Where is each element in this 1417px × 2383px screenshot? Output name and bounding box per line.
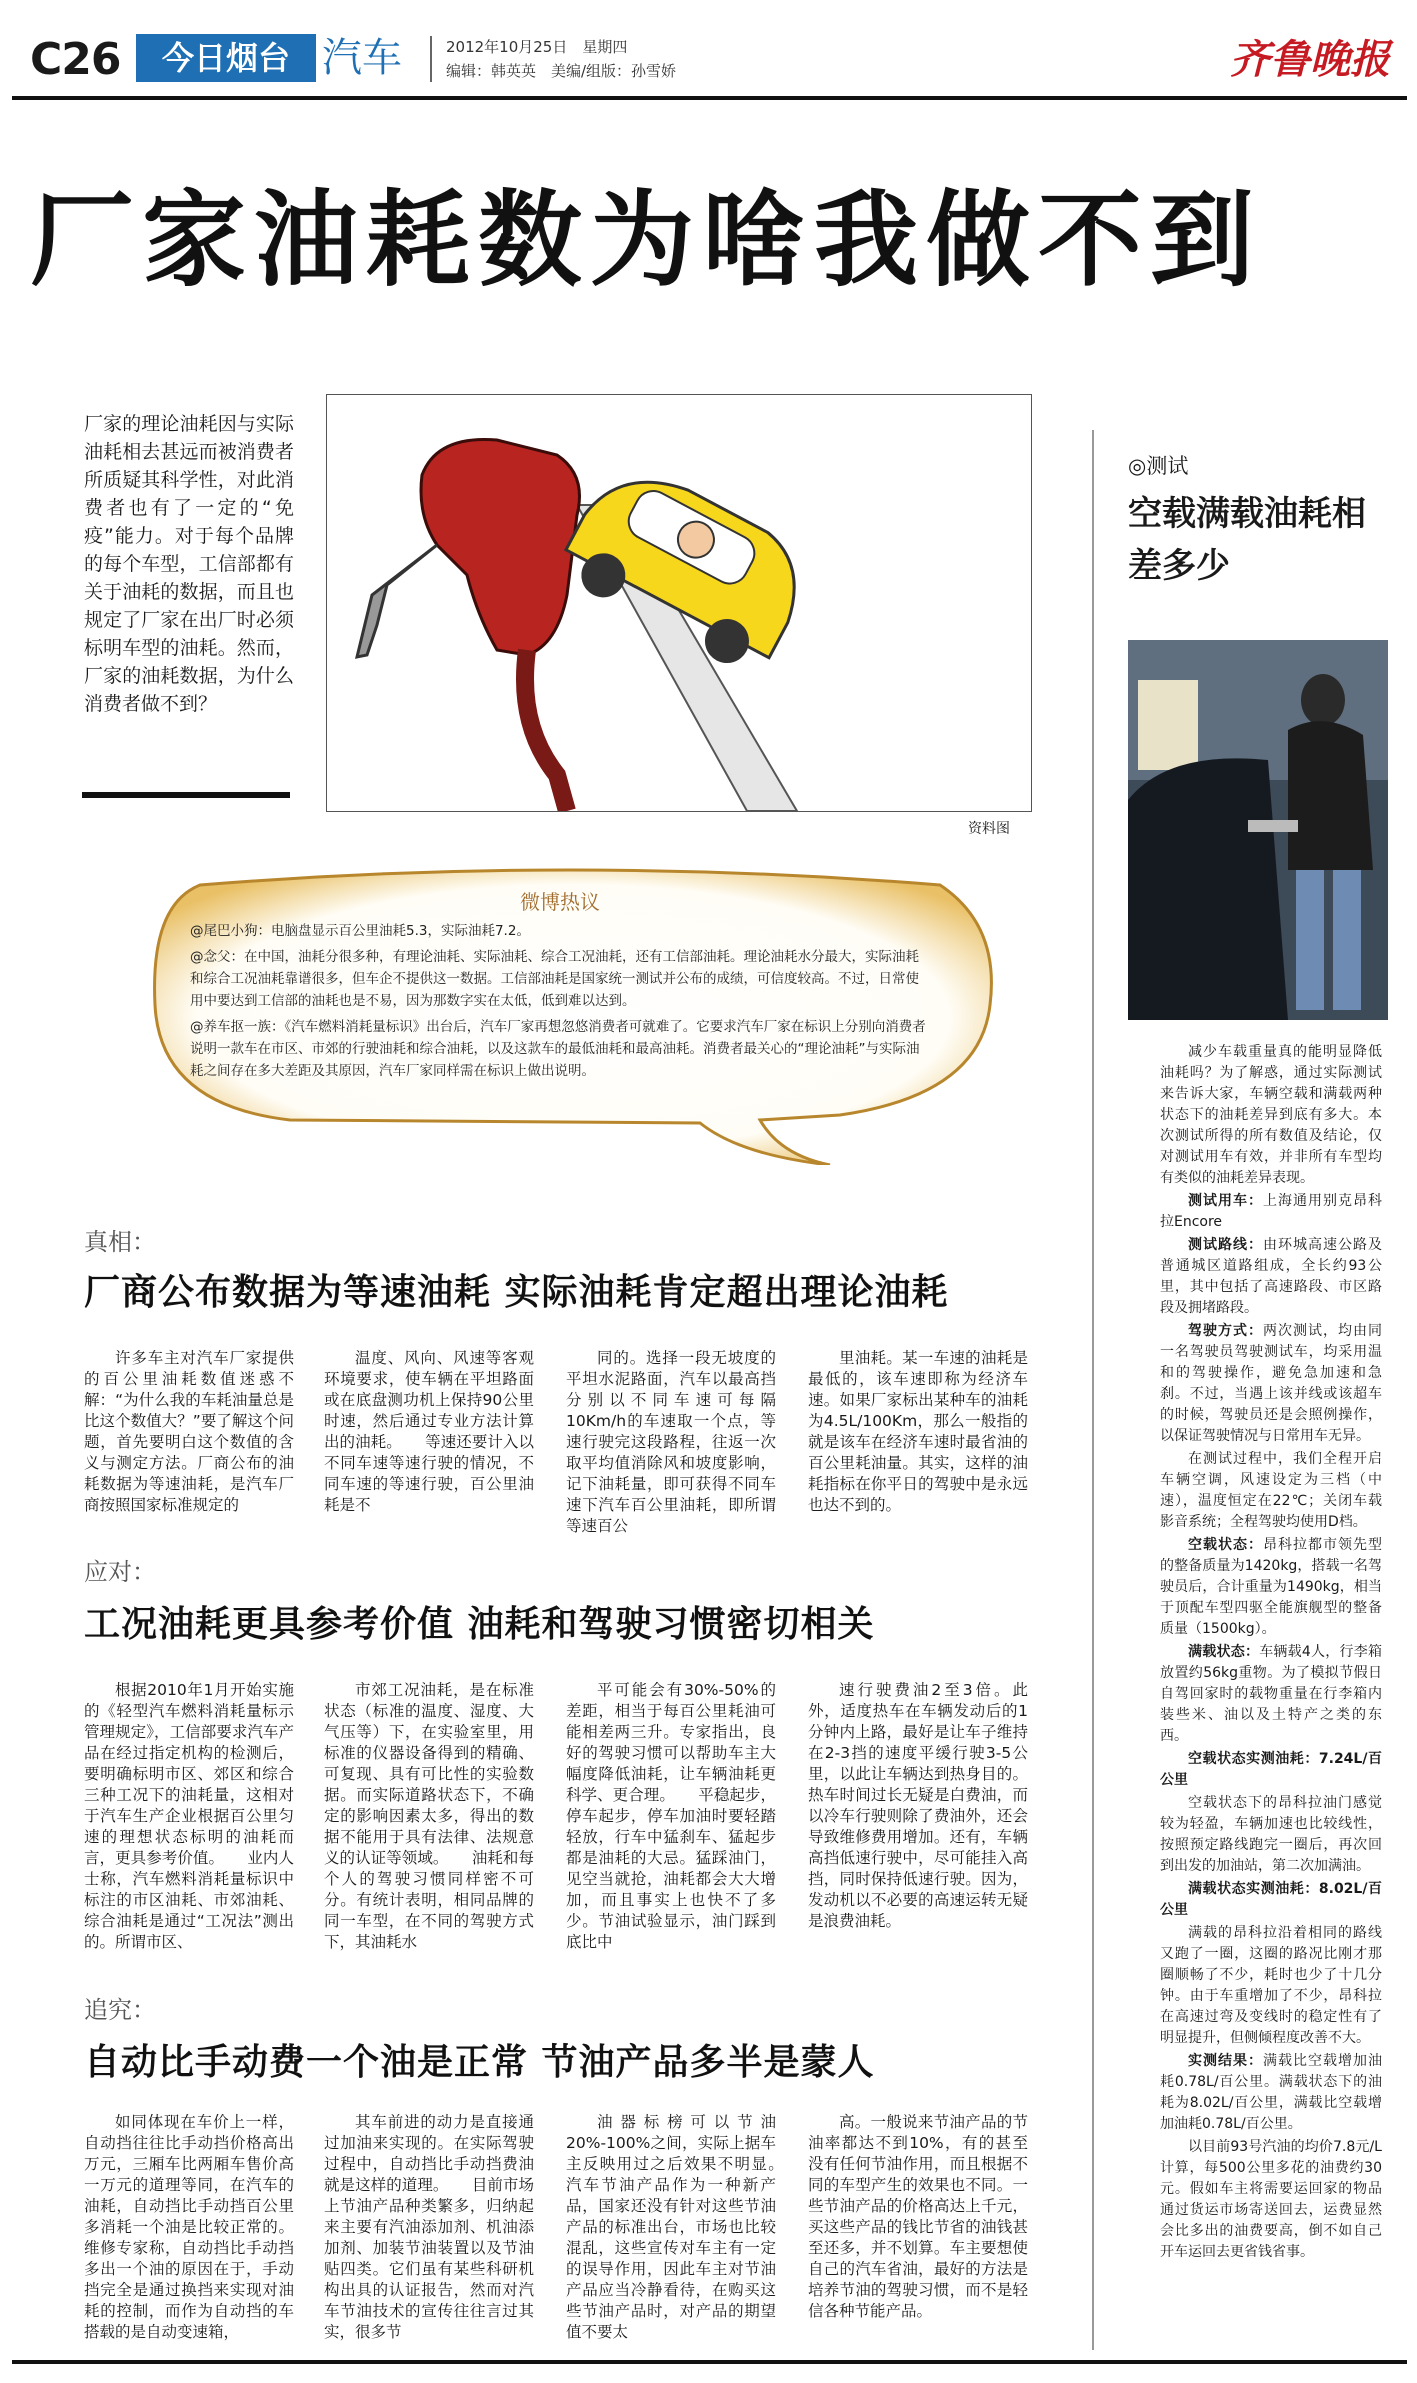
- right-column-rule: [1092, 430, 1094, 2350]
- test-para: 测试用车：上海通用别克昂科拉Encore: [1160, 1193, 1382, 1230]
- newspaper-logo: 齐鲁晚报: [1230, 36, 1390, 83]
- dateline: 2012年10月25日 星期四: [446, 38, 628, 56]
- section1-col-3: 同的。选择一段无坡度的平坦水泥路面，汽车以最高挡分别以不同车速可每隔10Km/h的车速取一个点，等速行驶完这段路程，往返一次取平均值消除风和坡度影响，记下油耗量，即可获得不同车速下汽车百公里油耗，即所谓等速百公: [566, 1349, 776, 1535]
- test-para: 驾驶方式：两次测试，均由同一名驾驶员驾驶测试车，均采用温和的驾驶操作，避免急加速和急刹。不过，当遇上该并线或该超车的时候，驾驶员还是会照例操作，以保证驾驶情况与日常用车无异。: [1160, 1323, 1382, 1444]
- section2-title: 工况油耗更具参考价值 油耗和驾驶习惯密切相关: [84, 1604, 875, 1645]
- test-para: 满载状态：车辆载4人，行李箱放置约56kg重物。为了模拟节假日自驾回家时的载物重量在行李箱内装些米、油以及土特产之类的东西。: [1160, 1644, 1382, 1744]
- section3-col-3: 油器标榜可以节油20%-100%之间，实际上据车主反映用过之后效果不明显。 汽车节油产品作为一种新产品，国家还没有针对这些节油产品的标准出台，市场也比较混乱，这些宣传对车主有一定的误导作用，因此车主对节油产品应当冷静看待，在购买这些节油产品时，对产品的期望值不要太: [566, 2113, 808, 2341]
- weibo-post: @念父：在中国，油耗分很多种，有理论油耗、实际油耗、综合工况油耗，还有工信部油耗。理论油耗水分最大，实际油耗和综合工况油耗靠谱很多，但车企不提供这一数据。工信部油耗是国家统一测试并公布的成绩，可信度较高。不过，日常使用中要达到工信部的油耗也是不易，因为那数字实在太低，低到难以达到。: [190, 949, 919, 1009]
- test-body: [1160, 1042, 1382, 2265]
- test-para: 实测结果：满载比空载增加油耗0.78L/百公里。满载状态下的油耗为8.02L/百公里，满载比空载增加油耗0.78L/百公里。: [1160, 2053, 1382, 2132]
- weibo-post: @尾巴小狗：电脑盘显示百公里油耗5.3，实际油耗7.2。: [190, 923, 530, 939]
- test-para: 以目前93号汽油的均价7.8元/L计算，每500公里多花的油费约30元。假如车主将需要运回家的物品通过货运市场寄送回去，运费显然会比多出的油费要高，倒不如自己开车运回去更省钱省事。: [1160, 2139, 1382, 2260]
- weibo-post: @养车抠一族：《汽车燃料消耗量标识》出台后，汽车厂家再想忽悠消费者可就难了。它要求汽车厂家在标识上分别向消费者说明一款车在市区、市郊的行驶油耗和综合油耗，以及这款车的最低油耗和最高油耗。消费者最关心的“理论油耗”与实际油耗之间存在多大差距及其原因，汽车厂家同样需在标识上做出说明。: [190, 1019, 926, 1079]
- section2-col-3: 平可能会有30%-50%的差距，相当于每百公里耗油可能相差两三升。专家指出，良好的驾驶习惯可以帮助车主大幅度降低油耗，让车辆油耗更科学、更合理。 平稳起步，停车起步，停车加油时要轻踏轻放，行车中猛刹车、猛起步都是油耗的大忌。猛踩油门，见空当就抢，油耗都会大大增加，而且事实上也快不了多少。节油试验显示，油门踩到底比中: [566, 1681, 776, 1951]
- refuel-photo: [1128, 640, 1388, 1020]
- test-para: 测试路线：由环城高速公路及普通城区道路组成，全长约93公里，其中包括了高速路段、市区路段及拥堵路段。: [1160, 1237, 1382, 1316]
- page-number: C26: [30, 34, 121, 85]
- section1-title: 厂商公布数据为等速油耗 实际油耗肯定超出理论油耗: [84, 1272, 949, 1313]
- test-para: 满载状态实测油耗：8.02L/百公里: [1160, 1881, 1382, 1918]
- test-para: 满载的昂科拉沿着相同的路线又跑了一圈，这圈的路况比刚才那圈顺畅了不少，耗时也少了十几分钟。由于车重增加了不少，昂科拉在高速过弯及变线时的稳定性有了明显提升，但侧倾程度改善不大。: [1160, 1925, 1382, 2046]
- section3-col-1: 如同体现在车价上一样，自动挡往往比手动挡价格高出万元，三厢车比两厢车售价高一万元的道理等同，在汽车的油耗，自动挡比手动挡百公里多消耗一个油是比较正常的。维修专家称，自动挡比手动挡多出一个油的原因在于，手动挡完全是通过换挡来实现对油耗的控制，而作为自动挡的车搭载的是自动变速箱，: [84, 2113, 294, 2341]
- test-kicker: ◎测试: [1128, 454, 1189, 478]
- section1-col-2: 温度、风向、风速等客观环境要求，使车辆在平坦路面或在底盘测功机上保持90公里时速，然后通过专业方法计算出的油耗。 等速还要计入以不同车速等速行驶的情况，不同车速的等速行驶，百公里油耗是不: [324, 1349, 534, 1514]
- top-rule: [12, 96, 1407, 100]
- weibo-title: 微博热议: [520, 890, 600, 914]
- editor-credits: 编辑：韩英英 美编/组版：孙雪娇: [446, 62, 677, 80]
- test-para: 空载状态下的昂科拉油门感觉较为轻盈，车辆加速也比较线性，按照预定路线跑完一圈后，再次回到出发的加油站，第二次加满油。: [1160, 1795, 1382, 1874]
- illustration: [326, 394, 1032, 812]
- section2-col-2: 市郊工况油耗，是在标准状态（标准的温度、湿度、大气压等）下，在实验室里，用标准的仪器设备得到的精确、可复现、具有可比性的实验数据。而实际道路状态下，不确定的影响因素太多，得出的数据不能用于具有法律、法规意义的认证等领域。 油耗和每个人的驾驶习惯同样密不可分。有统计表明，相同品牌的同一车型，在不同的驾驶方式下，其油耗水: [324, 1681, 534, 1951]
- test-para: 减少车载重量真的能明显降低油耗吗？为了解惑，通过实际测试来告诉大家，车辆空载和满载两种状态下的油耗差异到底有多大。本次测试所得的所有数值及结论，仅对测试用车有效，并非所有车型均有类似的油耗差异表现。: [1160, 1044, 1382, 1186]
- test-para: 空载状态实测油耗：7.24L/百公里: [1160, 1751, 1382, 1788]
- section3-kicker: 追究：: [84, 1996, 156, 2024]
- weibo-posts: [190, 920, 930, 1086]
- section3-col-4: 高。一般说来节油产品的节油率都达不到10%，有的甚至没有任何节油作用，而且根据不同的车型产生的效果也不同。一些节油产品的价格高达上千元，买这些产品的钱比节省的油钱甚至还多，并不划算。车主要想使自己的汽车省油，最好的方法是培养节油的驾驶习惯，而不是轻信各种节能产品。: [808, 2113, 1028, 2320]
- image-caption: 资料图: [968, 821, 1010, 837]
- section2-col-4: 速行驶费油2至3倍。此外，适度热车在车辆发动后的1分钟内上路，最好是让车子维持在2-3挡的速度平缓行驶3-5公里，以此让车辆达到热身目的。热车时间过长无疑是白费油，而以冷车行驶则除了费油外，还会导致维修费用增加。还有，车辆高挡低速行驶中，尽可能挂入高挡，同时保持低速行驶。因为，发动机以不必要的高速运转无疑是浪费油耗。: [808, 1681, 1028, 1930]
- location-badge: 今日烟台: [136, 34, 316, 82]
- headline: 厂家油耗数为啥我做不到: [30, 179, 1263, 301]
- test-para: 空载状态：昂科拉都市领先型的整备质量为1420kg，搭载一名驾驶员后，合计重量为1490kg，相当于顶配车型四驱全能旗舰型的整备质量（1500kg）。: [1160, 1537, 1382, 1637]
- test-title: 空载满载油耗相差多少: [1128, 494, 1366, 586]
- intro-rule: [82, 792, 290, 798]
- masthead-divider: [430, 36, 432, 82]
- section2-col-1: 根据2010年1月开始实施的《轻型汽车燃料消耗量标示管理规定》，工信部要求汽车产品在经过指定机构的检测后，要明确标明市区、郊区和综合三种工况下的油耗量，这相对于汽车生产企业根据百公里匀速的理想状态标明的油耗而言，更具参考价值。 业内人士称，汽车燃料消耗量标识中标注的市区油耗、市郊油耗、综合油耗是通过“工况法”测出的。所谓市区、: [84, 1681, 294, 1951]
- section2-kicker: 应对：: [84, 1558, 156, 1586]
- section1-col-1: 许多车主对汽车厂家提供的百公里油耗数值迷惑不解：“为什么我的车耗油量总是比这个数值大？”要了解这个问题，首先要明白这个数值的含义与测定方法。厂商公布的油耗数据为等速油耗，是汽车厂商按照国家标准规定的: [84, 1349, 294, 1514]
- bottom-rule: [12, 2360, 1407, 2364]
- test-para: 在测试过程中，我们全程开启车辆空调，风速设定为三档（中速），温度恒定在22℃；关闭车载影音系统；全程驾驶均使用D档。: [1160, 1451, 1382, 1530]
- section3-title: 自动比手动费一个油是正常 节油产品多半是蒙人: [84, 2042, 875, 2083]
- section1-col-4: 里油耗。某一车速的油耗是最低的，该车速即称为经济车速。如果厂家标出某种车的油耗为4.5L/100Km，那么一般指的就是该车在经济车速时最省油的百公里耗油量。其实，这样的油耗指标在你平日的驾驶中是永远也达不到的。: [808, 1349, 1028, 1514]
- intro-paragraph: 厂家的理论油耗因与实际油耗相去甚远而被消费者所质疑其科学性，对此消费者也有了一定的“免疫”能力。对于每个品牌的每个车型，工信部都有关于油耗的数据，而且也规定了厂家在出厂时必须标明车型的油耗。然而，厂家的油耗数据，为什么消费者做不到？: [84, 413, 294, 715]
- test-photo: [1128, 640, 1388, 1020]
- fuel-nozzle-car-illustration: [327, 395, 1031, 811]
- section-name: 汽车: [322, 35, 402, 81]
- section3-col-2: 其车前进的动力是直接通过加油来实现的。在实际驾驶过程中，自动挡比手动挡费油就是这样的道理。 目前市场上节油产品种类繁多，归纳起来主要有汽油添加剂、机油添加剂、加装节油装置以及节油贴四类。它们虽有某些科研机构出具的认证报告，然而对汽车节油技术的宣传往往言过其实，很多节: [324, 2113, 534, 2341]
- section1-kicker: 真相：: [84, 1228, 156, 1256]
